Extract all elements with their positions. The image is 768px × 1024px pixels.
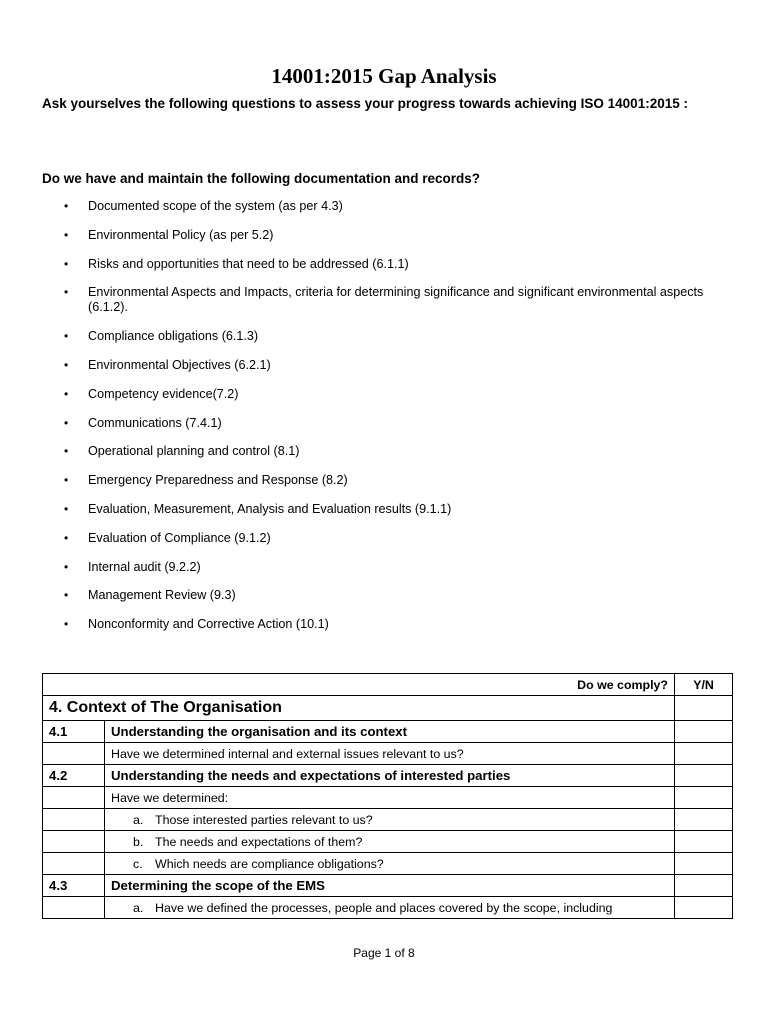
bullet-icon: • (64, 415, 69, 430)
empty-cell (43, 897, 105, 919)
answer-cell[interactable] (675, 853, 733, 875)
clause-number: 4.3 (43, 875, 105, 897)
question-cell: Have we determined: (105, 787, 675, 809)
clause-number: 4.2 (43, 765, 105, 787)
empty-cell (43, 787, 105, 809)
answer-cell[interactable] (675, 787, 733, 809)
section-row (43, 696, 733, 721)
answer-cell[interactable] (675, 721, 733, 743)
document-title: 14001:2015 Gap Analysis (271, 64, 497, 88)
clause-number: 4.1 (43, 721, 105, 743)
header-do-we-comply: Do we comply? (43, 674, 675, 696)
clause-title: Understanding the organisation and its context (105, 721, 675, 743)
list-item: • Risks and opportunities that need to be addressed (6.1.1) (64, 256, 409, 271)
list-item: • Internal audit (9.2.2) (64, 559, 201, 574)
list-item: • Environmental Policy (as per 5.2) (64, 227, 274, 242)
empty-cell (43, 743, 105, 765)
documentation-list (60, 199, 730, 646)
answer-cell[interactable] (675, 765, 733, 787)
clause-title: Determining the scope of the EMS (105, 875, 675, 897)
table-row (43, 787, 733, 809)
empty-cell (43, 831, 105, 853)
bullet-icon: • (64, 256, 69, 271)
intro-text: Ask yourselves the following questions to assess your progress towards achieving ISO 14001:2015 : (42, 96, 688, 111)
answer-cell[interactable] (675, 831, 733, 853)
bullet-icon: • (64, 588, 69, 603)
gap-analysis-table (42, 673, 733, 919)
list-item: • Competency evidence(7.2) (64, 386, 239, 401)
bullet-icon: • (64, 559, 69, 574)
table-header-row (43, 674, 733, 696)
table-row (43, 765, 733, 787)
table-row (43, 809, 733, 831)
empty-cell (43, 809, 105, 831)
answer-cell[interactable] (675, 897, 733, 919)
answer-cell[interactable] (675, 696, 733, 721)
table-row (43, 743, 733, 765)
table-row (43, 831, 733, 853)
section-title: 4. Context of The Organisation (43, 696, 675, 721)
question-cell: a. Those interested parties relevant to us? (105, 809, 675, 831)
bullet-icon: • (64, 199, 69, 213)
page-number: Page 1 of 8 (353, 946, 415, 960)
list-item: • Environmental Objectives (6.2.1) (64, 357, 271, 372)
header-yn: Y/N (675, 674, 733, 696)
list-item: • Nonconformity and Corrective Action (10.1) (64, 617, 329, 632)
table-row (43, 897, 733, 919)
list-item: • Evaluation of Compliance (9.1.2) (64, 530, 271, 545)
clause-title: Understanding the needs and expectations of interested parties (105, 765, 675, 787)
bullet-icon: • (64, 444, 69, 459)
answer-cell[interactable] (675, 743, 733, 765)
answer-cell[interactable] (675, 875, 733, 897)
list-item: • Management Review (9.3) (64, 588, 236, 603)
list-item: • Documented scope of the system (as per 4.3) (64, 199, 343, 213)
list-item: • Evaluation, Measurement, Analysis and Evaluation results (9.1.1) (64, 501, 452, 516)
question-cell: b. The needs and expectations of them? (105, 831, 675, 853)
table-row (43, 875, 733, 897)
bullet-icon: • (64, 227, 69, 242)
bullet-icon: • (64, 386, 69, 401)
table-row (43, 721, 733, 743)
bullet-icon: • (64, 357, 69, 372)
bullet-icon: • (64, 473, 69, 488)
bullet-icon: • (64, 285, 69, 300)
question-cell: c. Which needs are compliance obligations? (105, 853, 675, 875)
list-item: • Operational planning and control (8.1) (64, 444, 300, 459)
question-cell: a. Have we defined the processes, people and places covered by the scope, including (105, 897, 675, 919)
bullet-icon: • (64, 530, 69, 545)
list-item: • Communications (7.4.1) (64, 415, 222, 430)
list-item: • Environmental Aspects and Impacts, criteria for determining significance and significant environmental aspects (6.1.2). (64, 285, 704, 315)
bullet-icon: • (64, 501, 69, 516)
bullet-icon: • (64, 329, 69, 344)
question-cell: Have we determined internal and external issues relevant to us? (105, 743, 675, 765)
answer-cell[interactable] (675, 809, 733, 831)
empty-cell (43, 853, 105, 875)
list-item: • Compliance obligations (6.1.3) (64, 329, 259, 344)
table-row (43, 853, 733, 875)
bullet-icon: • (64, 617, 69, 632)
documentation-question: Do we have and maintain the following documentation and records? (42, 171, 481, 186)
list-item: • Emergency Preparedness and Response (8.2) (64, 473, 348, 488)
